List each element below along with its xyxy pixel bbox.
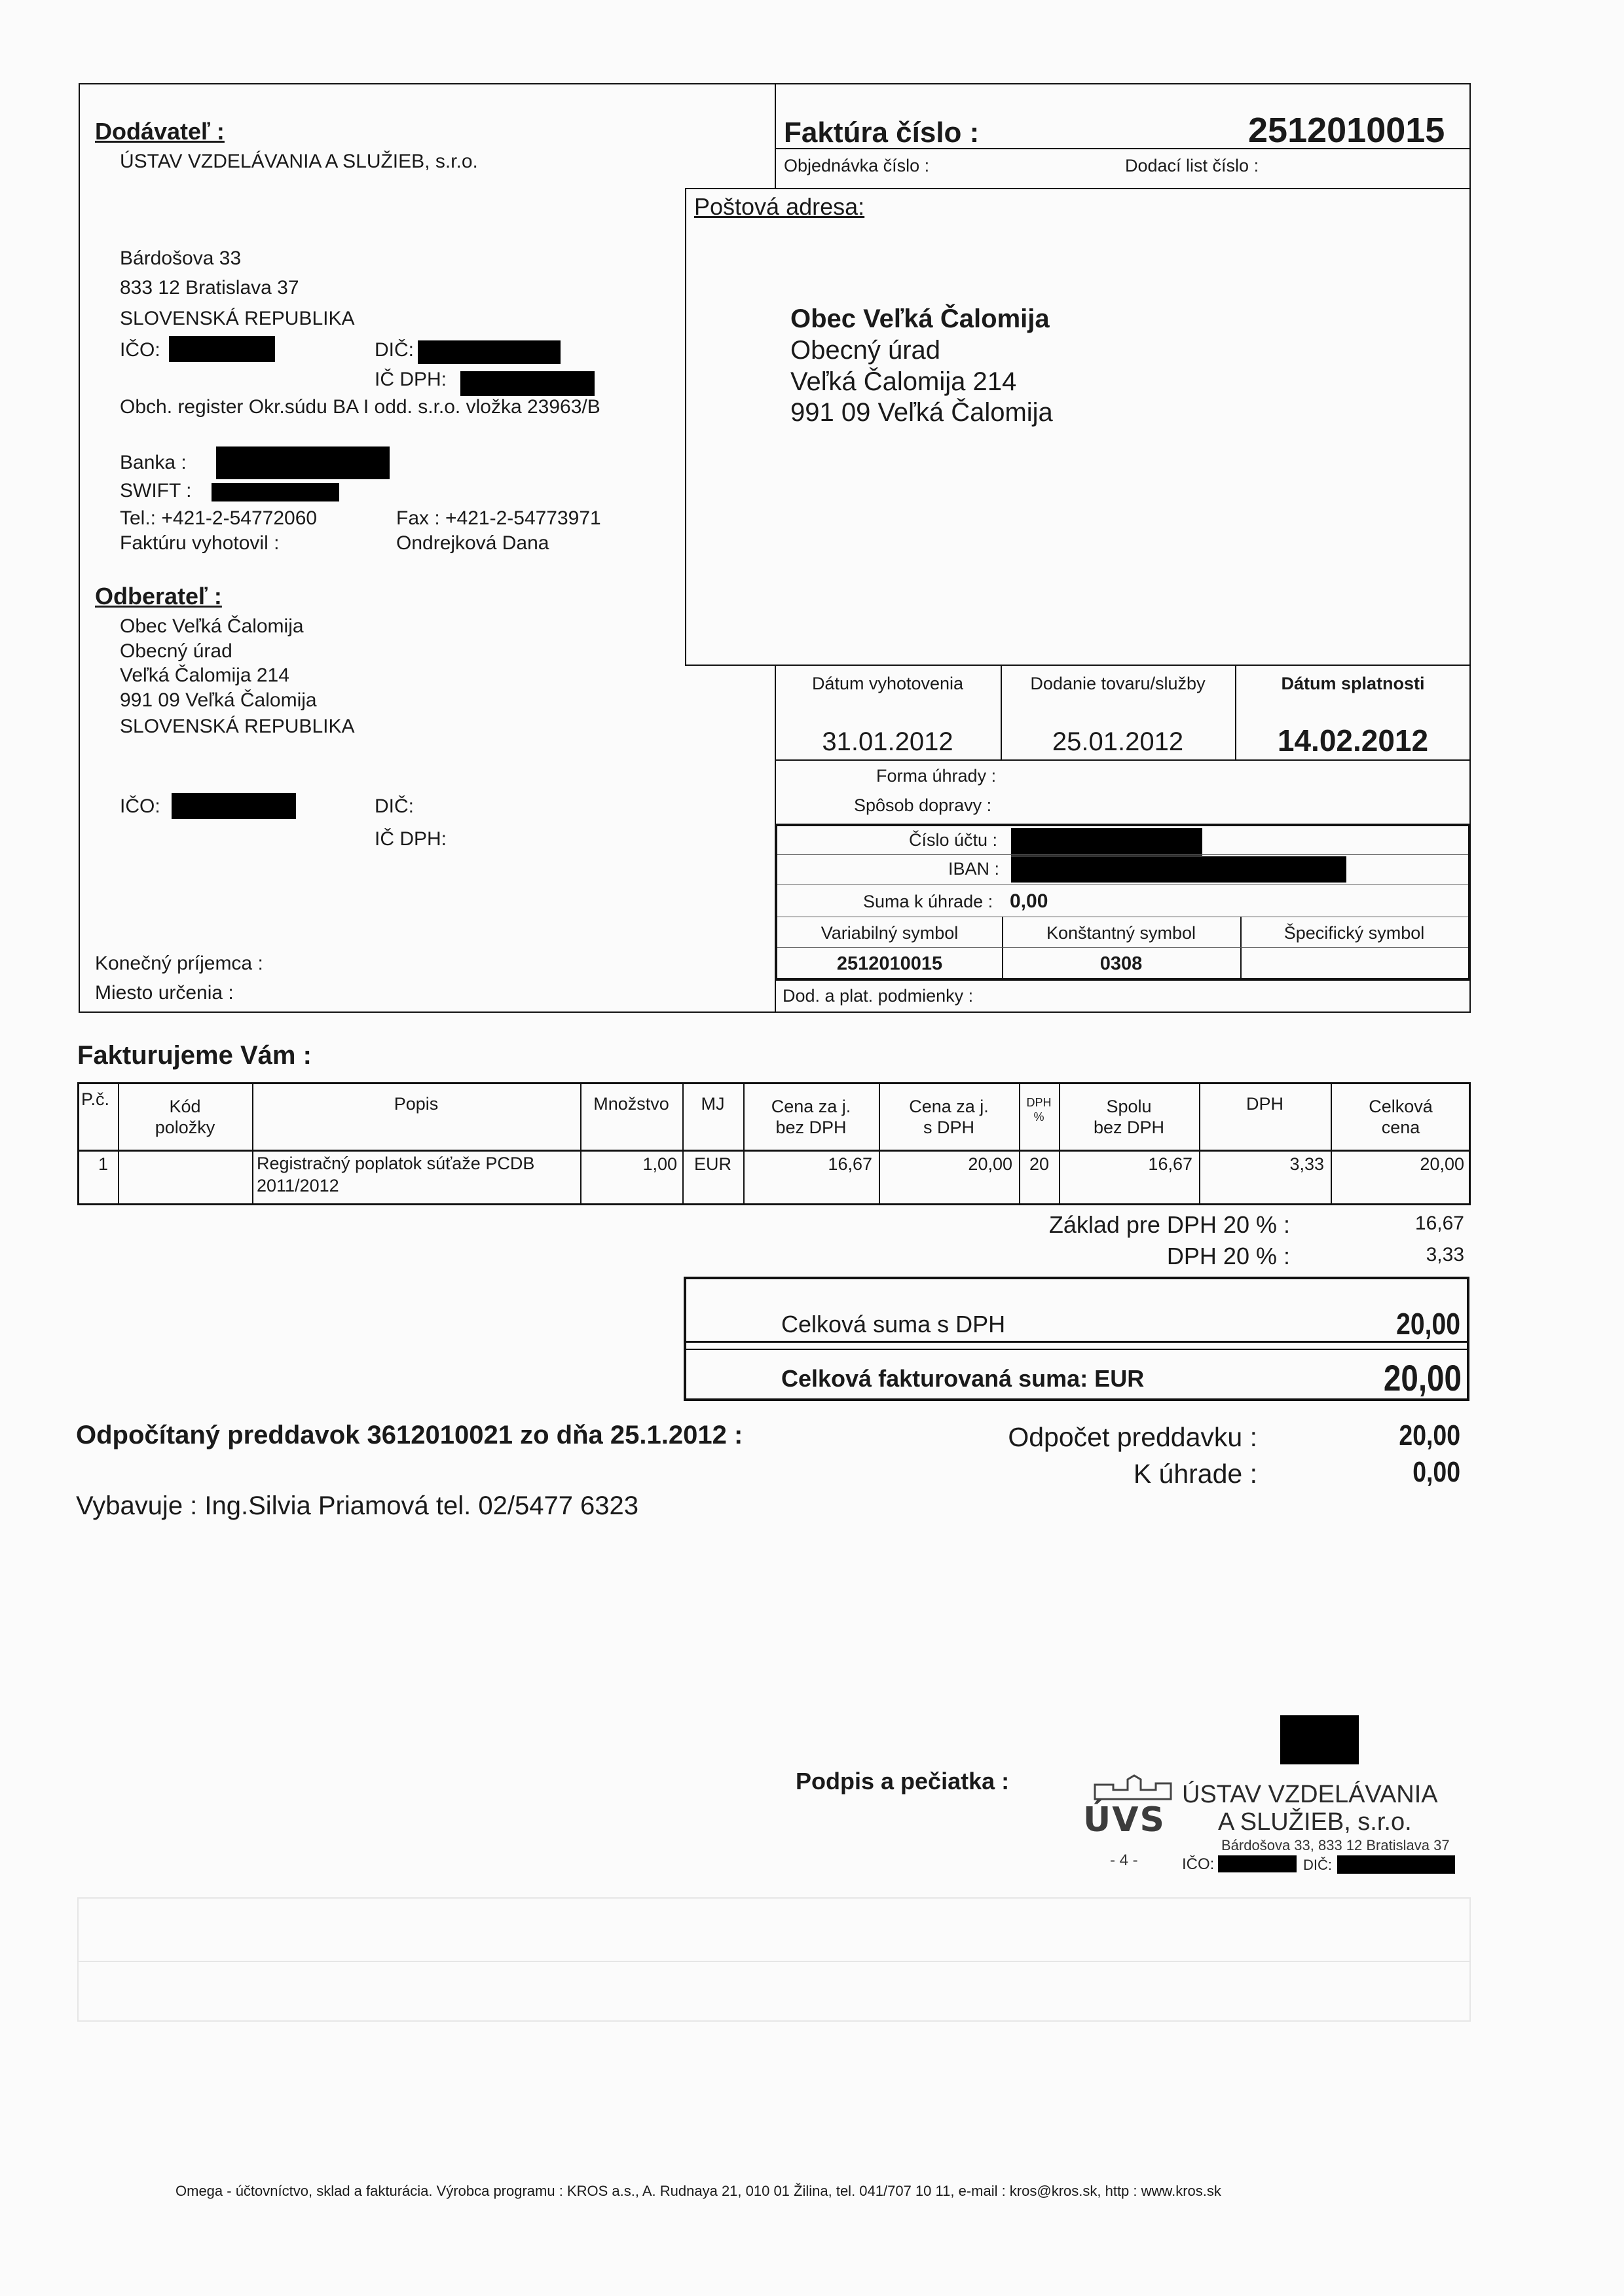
delivery-note-label: Dodací list číslo : [1125,156,1259,175]
supplier-name: ÚSTAV VZDELÁVANIA A SLUŽIEB, s.r.o. [120,151,478,172]
amount-value: 0,00 [1010,890,1048,912]
redaction-box [169,336,275,362]
transport-label: Spôsob dopravy : [854,795,992,815]
company-stamp [1080,1774,1460,1886]
supplier-swift-label: SWIFT : [120,480,192,501]
items-header-rule [77,1150,1471,1152]
customer-line3: 991 09 Veľká Čalomija [120,689,317,711]
supplier-issued-by-label: Faktúru vyhotovil : [120,532,280,554]
due-amount-label: K úhrade : [1133,1459,1257,1489]
row-total: 20,00 [1420,1154,1464,1174]
conditions-label: Dod. a plat. podmienky : [783,986,974,1006]
specific-symbol-label: Špecifický symbol [1283,922,1425,943]
redaction-box [1011,828,1202,856]
supplier-dic-label: DIČ: [375,339,414,361]
due-date-label: Dátum splatnosti [1281,673,1425,693]
bank-rule [777,854,1468,855]
customer-country: SLOVENSKÁ REPUBLIKA [120,716,355,737]
row-mj: EUR [694,1154,732,1174]
row-vat: 3,33 [1289,1154,1324,1174]
postal-line2: Veľká Čalomija 214 [790,367,1017,396]
col-header-qty: Množstvo [593,1093,669,1114]
redaction-box [1218,1855,1297,1872]
software-footer: Omega - účtovníctvo, sklad a fakturácia. Výrobca programu : KROS a.s., A. Rudnaya 21, 010 01 Žilina, tel. 041/707 10 11, e-mail : kros@kros.sk, http : www.kros.sk [175,2183,1221,2199]
postal-line3: 991 09 Veľká Čalomija [790,398,1053,427]
vat-value: 3,33 [1426,1244,1464,1266]
variable-symbol: 2512010015 [836,953,943,974]
row-net-total: 16,67 [1148,1154,1192,1174]
col-header-vat: DPH [1246,1093,1283,1114]
col-header-vat-pct: DPH % [1026,1096,1052,1123]
gross-total-label: Celková suma s DPH [781,1311,1006,1338]
postal-name: Obec Veľká Čalomija [790,304,1050,333]
supplier-fax: Fax : +421-2-54773971 [396,507,601,529]
redaction-box [212,483,339,501]
redaction-box [1337,1855,1455,1874]
symbol-rule [777,947,1468,948]
customer-heading: Odberateľ : [95,583,222,610]
invoiced-total-value: 20,00 [1383,1357,1462,1398]
advance-text: Odpočítaný preddavok 3612010021 zo dňa 25.1.2012 : [76,1421,743,1449]
order-number-label: Objednávka číslo : [784,156,930,175]
col-header-pc: P.č. [81,1089,110,1109]
supplier-register: Obch. register Okr.súdu BA I odd. s.r.o. vložka 23963/B [120,396,600,418]
row-qty: 1,00 [642,1154,677,1174]
vat-label: DPH 20 % : [1166,1243,1290,1269]
invoiced-total-label: Celková fakturovaná suma: EUR [781,1365,1145,1392]
stamp-line2: A SLUŽIEB, s.r.o. [1218,1808,1412,1836]
gross-total-value: 20,00 [1396,1307,1460,1341]
supplier-country: SLOVENSKÁ REPUBLIKA [120,308,355,329]
stamp-line1: ÚSTAV VZDELÁVANIA [1182,1781,1438,1808]
row-pc: 1 [98,1154,109,1174]
invoice-number: 2512010015 [1248,111,1445,150]
customer-icdph-label: IČ DPH: [375,828,447,850]
due-amount-value: 0,00 [1412,1456,1460,1488]
redaction-box [172,793,296,819]
supplier-icdph-label: IČ DPH: [375,369,447,390]
redaction-box [418,340,561,364]
due-date: 14.02.2012 [1277,723,1429,758]
redaction-box [460,371,595,396]
account-label: Číslo účtu : [909,830,998,850]
supplier-heading: Dodávateľ : [95,118,225,145]
delivery-date-label: Dodanie tovaru/služby [1030,673,1206,693]
supplier-city: 833 12 Bratislava 37 [120,277,299,299]
supplier-bank-label: Banka : [120,452,187,473]
items-heading: Fakturujeme Vám : [77,1041,312,1070]
issue-date-label: Dátum vyhotovenia [811,673,964,693]
invoice-title: Faktúra číslo : [784,117,980,149]
col-header-net-total: Spolu bez DPH [1093,1096,1165,1137]
col-header-desc: Popis [394,1093,439,1114]
constant-symbol-label: Konštantný symbol [1046,922,1196,943]
handled-by: Vybavuje : Ing.Silvia Priamová tel. 02/5477 6323 [76,1491,639,1520]
iban-label: IBAN : [948,859,1000,879]
supplier-tel: Tel.: +421-2-54772060 [120,507,318,529]
signature-label: Podpis a pečiatka : [796,1768,1010,1795]
redaction-box [216,446,390,479]
row-unit-net: 16,67 [828,1154,872,1174]
stamp-line3: Bárdošova 33, 833 12 Bratislava 37 [1221,1837,1450,1853]
row-desc: Registračný poplatok súťaže PCDB 2011/2012 [257,1154,535,1195]
bleed-through-rule [77,1961,1471,1962]
vat-base-value: 16,67 [1414,1212,1464,1234]
vat-base-label: Základ pre DPH 20 % : [1048,1211,1290,1238]
col-header-code: Kód položky [155,1096,215,1137]
final-recipient-label: Konečný príjemca : [95,953,263,974]
row-unit-gross: 20,00 [968,1154,1012,1174]
signature-redaction [1280,1715,1359,1764]
header-divider [775,83,776,188]
postal-heading: Poštová adresa: [694,193,865,220]
supplier-issued-by: Ondrejková Dana [396,532,549,554]
customer-ico-label: IČO: [120,795,160,817]
stamp-building-icon [1094,1774,1172,1800]
bleed-through-table [77,1897,1471,2022]
amount-label: Suma k úhrade : [863,892,993,911]
supplier-street: Bárdošova 33 [120,247,242,269]
total-box-rule [686,1349,1467,1350]
postal-line1: Obecný úrad [790,336,941,365]
col-header-mj: MJ [701,1093,725,1114]
stamp-dic-label: DIČ: [1303,1857,1332,1873]
customer-line1: Obecný úrad [120,640,232,662]
constant-symbol: 0308 [1099,953,1143,974]
stamp-logo: ÚVS [1083,1800,1166,1840]
stamp-ico-label: IČO: [1182,1855,1215,1873]
advance-value: 20,00 [1399,1419,1460,1451]
destination-label: Miesto určenia : [95,982,234,1004]
delivery-date: 25.01.2012 [1052,727,1184,756]
col-header-unit-net: Cena za j. bez DPH [771,1096,851,1137]
issue-date: 31.01.2012 [822,727,953,756]
customer-dic-label: DIČ: [375,795,414,817]
col-header-total: Celková cena [1369,1096,1433,1137]
col-header-unit-gross: Cena za j. s DPH [909,1096,989,1137]
payment-method-label: Forma úhrady : [876,766,997,786]
customer-name: Obec Veľká Čalomija [120,615,304,637]
supplier-ico-label: IČO: [120,339,160,361]
customer-line2: Veľká Čalomija 214 [120,665,289,686]
stamp-number: - 4 - [1110,1851,1138,1869]
advance-label: Odpočet preddavku : [1008,1422,1257,1452]
variable-symbol-label: Variabilný symbol [821,922,959,943]
dates-rule [775,759,1471,761]
row-vat-pct: 20 [1029,1154,1050,1174]
specific-symbol [1240,949,1468,979]
redaction-box [1011,856,1346,883]
